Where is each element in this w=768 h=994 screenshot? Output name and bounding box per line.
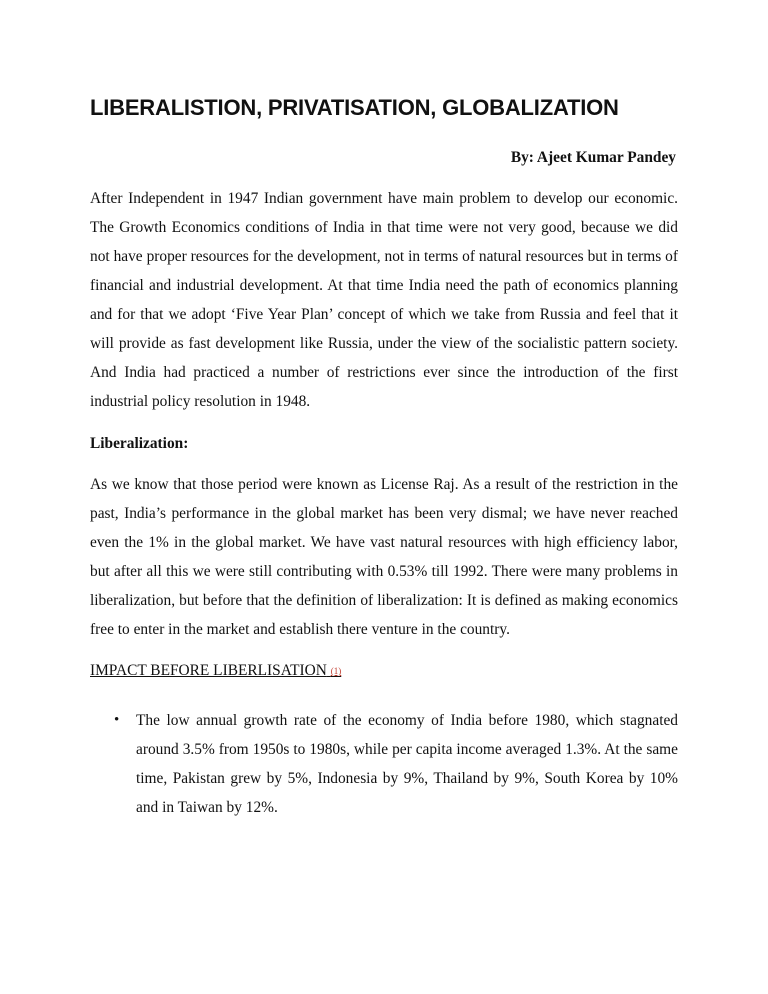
liberalization-heading: Liberalization:: [90, 435, 189, 452]
bullet-icon: •: [114, 712, 120, 728]
document-title: LIBERALISTION, PRIVATISATION, GLOBALIZATION: [90, 95, 619, 120]
author-line: By: Ajeet Kumar Pandey: [510, 149, 676, 166]
intro-paragraph: After Independent in 1947 Indian government have main problem to develop our economic. The Growth Economics conditions of India in that time were not very good, because we did not have proper resources for the development, not in terms of natural resources but in terms of financial and industrial development. At that time India need the path of economics planning and for that we adopt ‘Five Year Plan’ concept of which we take from Russia and feel that it will provide as fast development like Russia, under the view of the socialistic pattern society. And India had practiced a number of restrictions ever since the introduction of the first industrial policy resolution in 1948.: [90, 190, 678, 410]
impact-heading-text: IMPACT BEFORE LIBERLISATION: [90, 662, 327, 679]
document-page: [90, 88, 678, 822]
list-item: [90, 706, 678, 822]
impact-reference-link[interactable]: (1): [330, 666, 342, 676]
impact-bullet-list: [90, 706, 678, 822]
impact-heading: [90, 656, 678, 686]
bullet-text: The low annual growth rate of the economy of India before 1980, which stagnated around 3.5% from 1950s to 1980s, while per capita income averaged 1.3%. At the same time, Pakistan grew by 5%, Indonesia by 9%, Thailand by 9%, South Korea by 10% and in Taiwan by 12%.: [136, 712, 678, 816]
liberalization-paragraph: As we know that those period were known as License Raj. As a result of the restriction in the past, India’s performance in the global market has been very dismal; we have never reached even the 1% in the global market. We have vast natural resources with high efficiency labor, but after all this we were still contributing with 0.53% till 1992. There were many problems in liberalization, but before that the definition of liberalization: It is defined as making economics free to enter in the market and establish there venture in the country.: [90, 476, 678, 638]
